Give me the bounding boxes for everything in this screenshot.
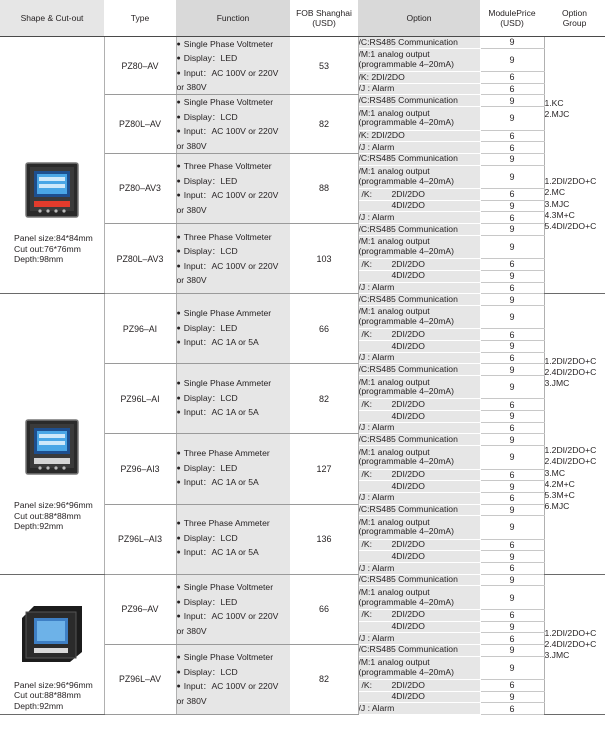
option-label [358, 188, 480, 200]
option-key: /K: [361, 258, 373, 269]
option-text-line2: (programmable 4–20mA) [358, 117, 455, 128]
option-label [358, 259, 480, 271]
function-bullet: ● Single Phase Voltmeter [177, 96, 290, 111]
function-line: or 380V [176, 82, 207, 93]
option-label [358, 609, 480, 621]
option-label [358, 411, 480, 423]
panel-spec [0, 680, 104, 712]
option-label [358, 142, 480, 154]
module-price: 6 [480, 130, 544, 142]
product-function [176, 95, 290, 153]
fob-price: 66 [290, 294, 358, 364]
product-type: PZ80L–AV3 [104, 224, 176, 294]
module-price: 9 [480, 644, 544, 656]
function-line: or 380V [176, 204, 207, 215]
option-group-item: 2.MC [544, 187, 566, 198]
option-group-item: 1.2DI/2DO+C [544, 355, 597, 366]
option-group-item: 1.2DI/2DO+C [544, 627, 597, 638]
option-label [358, 504, 480, 516]
header-module-line2: (USD) [500, 18, 524, 28]
product-function [176, 37, 290, 95]
option-group-item [545, 120, 605, 131]
function-bullet: ● Input：AC 100V or 220V [177, 67, 290, 82]
product-type: PZ80–AV [104, 37, 176, 95]
module-price: 9 [480, 48, 544, 71]
option-label [358, 270, 480, 282]
function-line: or 380V [176, 625, 207, 636]
function-bullet: ● Display：LCD [177, 111, 290, 126]
option-label [358, 95, 480, 107]
header-fob-line2: (USD) [312, 18, 336, 28]
module-price: 9 [480, 481, 544, 493]
function-bullet: ● Input：AC 1A or 5A [177, 476, 290, 491]
panel-spec [0, 500, 104, 532]
module-price: 9 [480, 446, 544, 469]
option-group-item [545, 154, 605, 165]
option-text: /C:RS485 Communication [358, 153, 458, 164]
module-price: 9 [480, 340, 544, 352]
option-label [358, 83, 480, 95]
option-text: /M:1 analog output [358, 376, 430, 387]
option-group-item [545, 400, 605, 411]
module-price: 9 [480, 153, 544, 165]
option-label [358, 703, 480, 715]
header-fob [290, 0, 358, 37]
spec-line: Panel size:84*84mm [14, 233, 93, 244]
option-group-item: 1.2DI/2DO+C [544, 176, 597, 187]
function-line: or 380V [176, 275, 207, 286]
option-group-item: 5.3M+C [544, 489, 575, 500]
option-text-line2: (programmable 4–20mA) [358, 456, 455, 467]
option-text: /J : Alarm [358, 702, 395, 713]
header-shape: Shape & Cut-out [0, 0, 104, 37]
module-price: 6 [480, 259, 544, 271]
product-type: PZ80L–AV [104, 95, 176, 153]
header-group-line1: Option [561, 8, 588, 18]
function-line: or 380V [176, 140, 207, 151]
function-bullet: ● Display：LED [177, 52, 290, 67]
module-price: 9 [480, 551, 544, 563]
option-text: /J : Alarm [358, 282, 395, 293]
option-group-item: 2.4DI/2DO+C [544, 366, 597, 377]
product-function [176, 504, 290, 574]
table-body [0, 37, 605, 715]
function-bullet: ● Three Phase Ammeter [177, 517, 290, 532]
module-price: 6 [480, 399, 544, 411]
module-price: 6 [480, 142, 544, 154]
option-text: /M:1 analog output [358, 236, 430, 247]
option-text: /J : Alarm [358, 211, 395, 222]
option-value: 4DI/2DO [391, 550, 425, 561]
header-module-line1: ModulePrice [488, 8, 536, 18]
option-group-item: 6.MJC [544, 501, 570, 512]
option-label [358, 551, 480, 563]
option-text: /K: 2DI/2DO [358, 130, 405, 141]
option-text: /J : Alarm [358, 83, 395, 94]
module-price: 6 [480, 83, 544, 95]
option-group-item [545, 143, 605, 154]
function-bullet: ● Single Phase Voltmeter [177, 38, 290, 53]
product-function [176, 364, 290, 434]
option-group-item: 2.4DI/2DO+C [544, 638, 597, 649]
option-key: /K: [361, 469, 373, 480]
function-bullet: ● Three Phase Ammeter [177, 447, 290, 462]
option-label [358, 224, 480, 236]
spec-line: Depth:92mm [14, 521, 64, 532]
function-bullet: ● Three Phase Voltmeter [177, 160, 290, 175]
option-group-item [545, 412, 605, 423]
option-value: 2DI/2DO [391, 469, 425, 480]
option-value: 2DI/2DO [391, 398, 425, 409]
option-value: 4DI/2DO [391, 340, 425, 351]
spec-line: Depth:98mm [14, 254, 64, 265]
option-value: 2DI/2DO [391, 679, 425, 690]
option-label [358, 434, 480, 446]
header-row [0, 0, 605, 37]
option-value: 4DI/2DO [391, 410, 425, 421]
header-option-group [544, 0, 605, 37]
function-bullet: ● Single Phase Voltmeter [177, 581, 290, 596]
option-label [358, 305, 480, 328]
option-label [358, 644, 480, 656]
module-price: 6 [480, 609, 544, 621]
module-price: 6 [480, 422, 544, 434]
option-label [358, 574, 480, 586]
option-label [358, 282, 480, 294]
option-label [358, 130, 480, 142]
module-price: 9 [480, 411, 544, 423]
option-group-item [545, 389, 605, 400]
option-group-item: 4.2M+C [544, 478, 575, 489]
option-text: /M:1 analog output [358, 446, 430, 457]
product-type: PZ96–AI3 [104, 434, 176, 504]
option-key: /K: [361, 679, 373, 690]
option-group-item: 1.2DI/2DO+C [544, 445, 597, 456]
option-label [358, 107, 480, 130]
option-label [358, 37, 480, 49]
product-function [176, 294, 290, 364]
header-function: Function [176, 0, 290, 37]
module-price: 9 [480, 224, 544, 236]
product-type: PZ96L–AI [104, 364, 176, 434]
module-price: 9 [480, 364, 544, 376]
product-function [176, 574, 290, 644]
table-row [0, 37, 605, 49]
function-bullet: ● Input：AC 100V or 220V [177, 680, 290, 695]
option-text-line2: (programmable 4–20mA) [358, 58, 455, 69]
option-label [358, 48, 480, 71]
option-group-item: 1.KC [544, 97, 564, 108]
function-bullet: ● Display：LED [177, 175, 290, 190]
module-price: 9 [480, 656, 544, 679]
option-text: /C:RS485 Communication [358, 223, 458, 234]
option-text: /M:1 analog output [358, 516, 430, 527]
option-group-item: 3.MJC [544, 198, 570, 209]
module-price: 6 [480, 679, 544, 691]
product-function [176, 434, 290, 504]
option-text: /K: 2DI/2DO [358, 71, 405, 82]
option-label [358, 679, 480, 691]
option-value: 2DI/2DO [391, 328, 425, 339]
option-text: /J : Alarm [358, 141, 395, 152]
header-module-price [480, 0, 544, 37]
module-price: 6 [480, 72, 544, 84]
option-text-line2: (programmable 4–20mA) [358, 245, 455, 256]
option-value: 4DI/2DO [391, 480, 425, 491]
function-bullet: ● Display：LCD [177, 245, 290, 260]
option-value: 4DI/2DO [391, 200, 425, 211]
option-label [358, 492, 480, 504]
option-text: /C:RS485 Communication [358, 504, 458, 515]
option-value: 2DI/2DO [391, 539, 425, 550]
spec-line: Cut out:88*88mm [14, 510, 81, 521]
product-type: PZ96–AI [104, 294, 176, 364]
fob-price: 88 [290, 153, 358, 223]
option-text: /M:1 analog output [358, 49, 430, 60]
option-label [358, 352, 480, 364]
table-row [0, 574, 605, 586]
meter-panel-image [22, 159, 82, 221]
panel-spec [0, 233, 104, 265]
function-bullet: ● Display：LCD [177, 666, 290, 681]
fob-price: 82 [290, 95, 358, 153]
option-label [358, 153, 480, 165]
option-text: /C:RS485 Communication [358, 95, 458, 105]
module-price: 9 [480, 305, 544, 328]
option-label [358, 691, 480, 703]
option-text: /J : Alarm [358, 422, 395, 433]
option-label [358, 563, 480, 575]
module-price: 9 [480, 107, 544, 130]
fob-price: 66 [290, 574, 358, 644]
option-label [358, 329, 480, 341]
panel-image-wrap [0, 578, 104, 664]
option-text: /C:RS485 Communication [358, 36, 458, 47]
function-bullet: ● Input：AC 100V or 220V [177, 260, 290, 275]
function-line: or 380V [176, 695, 207, 706]
option-key: /K: [361, 609, 373, 620]
option-text-line2: (programmable 4–20mA) [358, 316, 455, 327]
option-text-line2: (programmable 4–20mA) [358, 596, 455, 607]
module-price: 9 [480, 376, 544, 399]
option-label [358, 516, 480, 539]
option-value: 4DI/2DO [391, 270, 425, 281]
option-label [358, 633, 480, 645]
option-text: /C:RS485 Communication [358, 434, 458, 445]
spec-line: Panel size:96*96mm [14, 679, 93, 690]
option-text-line2: (programmable 4–20mA) [358, 386, 455, 397]
option-label [358, 165, 480, 188]
option-text: /M:1 analog output [358, 306, 430, 317]
option-value: 2DI/2DO [391, 188, 425, 199]
option-label [358, 469, 480, 481]
module-price: 6 [480, 633, 544, 645]
option-key: /K: [361, 188, 373, 199]
option-text: /J : Alarm [358, 352, 395, 363]
option-text: /C:RS485 Communication [358, 574, 458, 585]
option-group-item: 3.JMC [544, 377, 570, 388]
function-bullet: ● Single Phase Ammeter [177, 307, 290, 322]
header-group-line2: Group [562, 18, 587, 28]
option-text-line2: (programmable 4–20mA) [358, 526, 455, 537]
option-value: 2DI/2DO [391, 609, 425, 620]
module-price: 9 [480, 270, 544, 282]
panel-image-wrap [0, 336, 104, 480]
option-group-item: 2.4DI/2DO+C [544, 456, 597, 467]
fob-price: 127 [290, 434, 358, 504]
meter-panel-image [20, 604, 84, 664]
module-price: 9 [480, 434, 544, 446]
spec-line: Panel size:96*96mm [14, 500, 93, 511]
module-price: 6 [480, 563, 544, 575]
option-text: /M:1 analog output [358, 587, 430, 598]
option-label [358, 364, 480, 376]
option-text: /M:1 analog output [358, 166, 430, 177]
fob-price: 103 [290, 224, 358, 294]
option-label [358, 586, 480, 609]
option-label [358, 399, 480, 411]
module-price: 9 [480, 516, 544, 539]
option-text: /C:RS485 Communication [358, 644, 458, 655]
module-price: 9 [480, 294, 544, 306]
option-label [358, 72, 480, 84]
option-group-item [545, 423, 605, 434]
option-group-item [545, 434, 605, 445]
spec-line: Cut out:88*88mm [14, 690, 81, 701]
table-row [0, 294, 605, 306]
option-text: /M:1 analog output [358, 657, 430, 668]
module-price: 6 [480, 492, 544, 504]
function-bullet: ● Input：AC 100V or 220V [177, 189, 290, 204]
option-text: /C:RS485 Communication [358, 363, 458, 374]
option-group [544, 574, 605, 714]
product-type: PZ96L–AI3 [104, 504, 176, 574]
function-bullet: ● Display：LCD [177, 532, 290, 547]
shape-cell [0, 574, 104, 714]
function-bullet: ● Display：LED [177, 462, 290, 477]
option-group-item: 5.4DI/2DO+C [544, 221, 597, 232]
option-key: /K: [361, 539, 373, 550]
option-group-item: 4.3M+C [544, 209, 575, 220]
panel-image-wrap [0, 65, 104, 221]
module-price: 9 [480, 37, 544, 49]
option-group-item: 3.MC [544, 467, 566, 478]
option-text: /M:1 analog output [358, 107, 430, 118]
function-bullet: ● Display：LED [177, 596, 290, 611]
module-price: 6 [480, 539, 544, 551]
product-function [176, 224, 290, 294]
module-price: 9 [480, 95, 544, 107]
function-bullet: ● Single Phase Voltmeter [177, 651, 290, 666]
header-option: Option [358, 0, 480, 37]
fob-price: 136 [290, 504, 358, 574]
option-text: /J : Alarm [358, 632, 395, 643]
module-price: 6 [480, 469, 544, 481]
module-price: 9 [480, 574, 544, 586]
option-group [544, 37, 605, 294]
module-price: 9 [480, 586, 544, 609]
function-bullet: ● Input：AC 1A or 5A [177, 546, 290, 561]
option-text: /J : Alarm [358, 492, 395, 503]
option-label [358, 294, 480, 306]
option-label [358, 621, 480, 633]
option-value: 4DI/2DO [391, 691, 425, 702]
option-label [358, 200, 480, 212]
option-label [358, 481, 480, 493]
option-label [358, 340, 480, 352]
module-price: 9 [480, 235, 544, 258]
option-group-item: 3.JMC [544, 649, 570, 660]
module-price: 9 [480, 621, 544, 633]
function-bullet: ● Display：LED [177, 322, 290, 337]
option-label [358, 212, 480, 224]
option-text: /C:RS485 Communication [358, 293, 458, 304]
shape-cell [0, 37, 104, 294]
header-type: Type [104, 0, 176, 37]
product-function [176, 644, 290, 714]
meter-panel-image [22, 416, 82, 480]
fob-price: 82 [290, 364, 358, 434]
option-text-line2: (programmable 4–20mA) [358, 175, 455, 186]
option-label [358, 446, 480, 469]
function-bullet: ● Input：AC 1A or 5A [177, 406, 290, 421]
spec-line: Depth:92mm [14, 700, 64, 711]
option-label [358, 235, 480, 258]
function-bullet: ● Input：AC 100V or 220V [177, 125, 290, 140]
module-price: 6 [480, 188, 544, 200]
option-key: /K: [361, 328, 373, 339]
module-price: 6 [480, 703, 544, 715]
module-price: 6 [480, 212, 544, 224]
function-bullet: ● Single Phase Ammeter [177, 377, 290, 392]
function-bullet: ● Input：AC 100V or 220V [177, 610, 290, 625]
option-group-item [545, 165, 605, 176]
module-price: 6 [480, 282, 544, 294]
fob-price: 82 [290, 644, 358, 714]
module-price: 9 [480, 504, 544, 516]
function-bullet: ● Input：AC 1A or 5A [177, 336, 290, 351]
option-value: 4DI/2DO [391, 621, 425, 632]
option-label [358, 656, 480, 679]
product-type: PZ96L–AV [104, 644, 176, 714]
spec-line: Cut out:76*76mm [14, 243, 81, 254]
module-price: 6 [480, 352, 544, 364]
option-label [358, 539, 480, 551]
option-label [358, 422, 480, 434]
option-group-item [545, 132, 605, 143]
option-group [544, 294, 605, 575]
module-price: 9 [480, 691, 544, 703]
option-text: /J : Alarm [358, 562, 395, 573]
option-value: 2DI/2DO [391, 258, 425, 269]
product-function [176, 153, 290, 223]
product-type: PZ80–AV3 [104, 153, 176, 223]
product-type: PZ96–AV [104, 574, 176, 644]
fob-price: 53 [290, 37, 358, 95]
header-fob-line1: FOB Shanghai [296, 8, 352, 18]
function-bullet: ● Three Phase Voltmeter [177, 231, 290, 246]
option-key: /K: [361, 398, 373, 409]
option-group-item: 2.MJC [544, 109, 570, 120]
module-price: 6 [480, 329, 544, 341]
function-bullet: ● Display：LCD [177, 392, 290, 407]
module-price: 9 [480, 200, 544, 212]
module-price: 9 [480, 165, 544, 188]
option-label [358, 376, 480, 399]
shape-cell [0, 294, 104, 575]
option-text-line2: (programmable 4–20mA) [358, 666, 455, 677]
